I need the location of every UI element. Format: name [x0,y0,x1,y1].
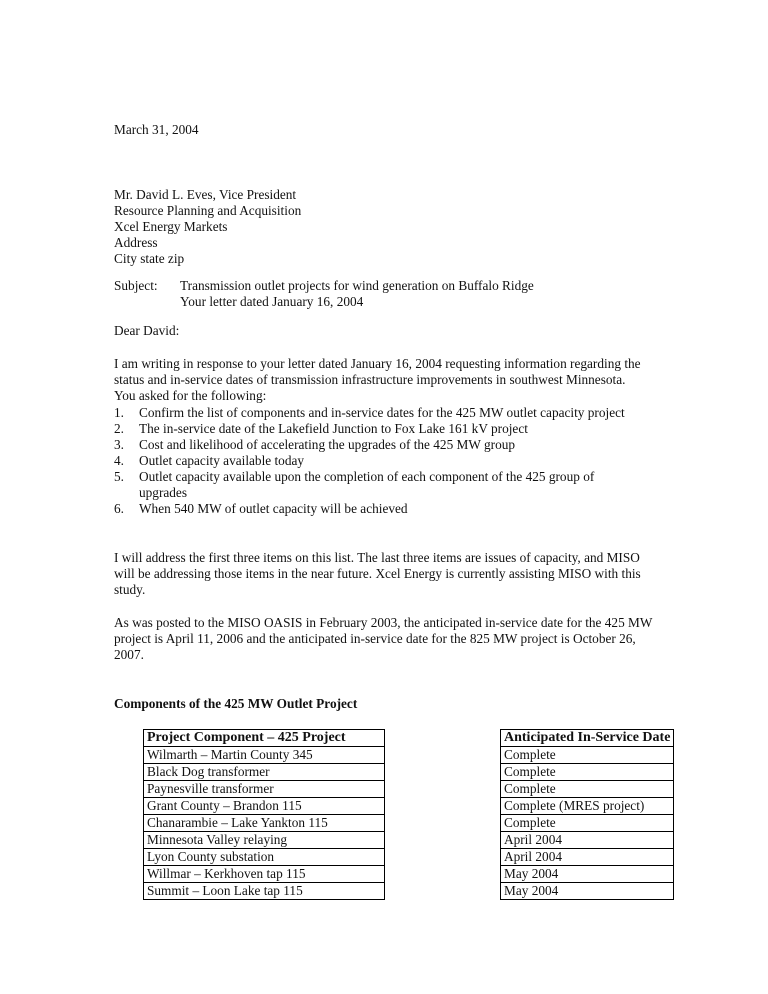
date-column [500,729,674,900]
table-cell: Summit – Loon Lake tap 115 [147,883,303,898]
paragraph-line: study. [114,582,146,597]
table-cell: Complete (MRES project) [501,798,673,815]
intro-paragraph [114,356,684,404]
table-cell: April 2004 [501,849,673,866]
subject-label: Subject: [114,278,158,293]
paragraph-line: will be addressing those items in the near future. Xcel Energy is currently assisting MISO with this [114,566,641,581]
list-item-text: When 540 MW of outlet capacity will be achieved [139,501,408,516]
list-item-text: The in-service date of the Lakefield Junction to Fox Lake 161 kV project [139,421,528,436]
recipient-address [114,187,684,267]
list-item-number: 4. [114,453,124,468]
list-item [114,421,674,437]
table-cell: April 2004 [501,832,673,849]
recipient-line: Resource Planning and Acquisition [114,203,302,218]
list-item-number: 6. [114,501,124,516]
list-item [114,501,674,517]
list-item-number: 2. [114,421,124,436]
table-cell: Black Dog transformer [144,764,384,781]
letter-date: March 31, 2004 [114,122,199,137]
list-item-number: 1. [114,405,124,420]
paragraph-line: status and in-service dates of transmission infrastructure improvements in southwest Minnesota. [114,372,626,387]
table-cell: May 2004 [501,866,673,883]
list-item-text: upgrades [139,485,187,500]
list-item [114,469,674,501]
paragraph-line: I am writing in response to your letter dated January 16, 2004 requesting information regarding the [114,356,641,371]
recipient-line: City state zip [114,251,185,266]
list-item [114,437,674,453]
recipient-line: Xcel Energy Markets [114,219,228,234]
list-item-text: Cost and likelihood of accelerating the upgrades of the 425 MW group [139,437,516,452]
subject-line: Transmission outlet projects for wind generation on Buffalo Ridge [180,278,534,293]
table-cell: Complete [501,815,673,832]
recipient-line: Mr. David L. Eves, Vice President [114,187,297,202]
section-heading: Components of the 425 MW Outlet Project [114,696,358,711]
table-cell: Minnesota Valley relaying [144,832,384,849]
table-cell: Grant County – Brandon 115 [144,798,384,815]
subject-line: Your letter dated January 16, 2004 [180,294,364,309]
address-paragraph [114,550,684,598]
paragraph-line: As was posted to the MISO OASIS in February 2003, the anticipated in-service date for the 425 MW [114,615,653,630]
list-item-text: Confirm the list of components and in-service dates for the 425 MW outlet capacity project [139,405,625,420]
table-cell: Paynesville transformer [144,781,384,798]
list-item-text: Outlet capacity available upon the completion of each component of the 425 group of [139,469,595,484]
paragraph-line: 2007. [114,647,144,662]
column-header: Project Component – 425 Project [144,730,384,747]
table-cell: Complete [501,781,673,798]
paragraph-line: You asked for the following: [114,388,267,403]
table-cell: Lyon County substation [144,849,384,866]
salutation: Dear David: [114,323,180,338]
recipient-line: Address [114,235,158,250]
component-column [143,729,385,900]
list-item-number: 5. [114,469,124,484]
column-header: Anticipated In-Service Date [501,730,673,747]
table-cell: Wilmarth – Martin County 345 [144,747,384,764]
table-cell: May 2004 [504,883,559,898]
requests-list [114,405,674,517]
list-item [114,405,674,421]
list-item [114,453,674,469]
list-item-number: 3. [114,437,124,452]
table-cell: Willmar – Kerkhoven tap 115 [144,866,384,883]
list-item-text: Outlet capacity available today [139,453,305,468]
table-cell: Complete [501,747,673,764]
table-cell: Complete [501,764,673,781]
oasis-paragraph [114,615,684,663]
paragraph-line: I will address the first three items on this list. The last three items are issues of capacity, and MISO [114,550,640,565]
table-cell: Chanarambie – Lake Yankton 115 [144,815,384,832]
paragraph-line: project is April 11, 2006 and the anticipated in-service date for the 825 MW project is October 26, [114,631,636,646]
components-table [143,729,675,921]
